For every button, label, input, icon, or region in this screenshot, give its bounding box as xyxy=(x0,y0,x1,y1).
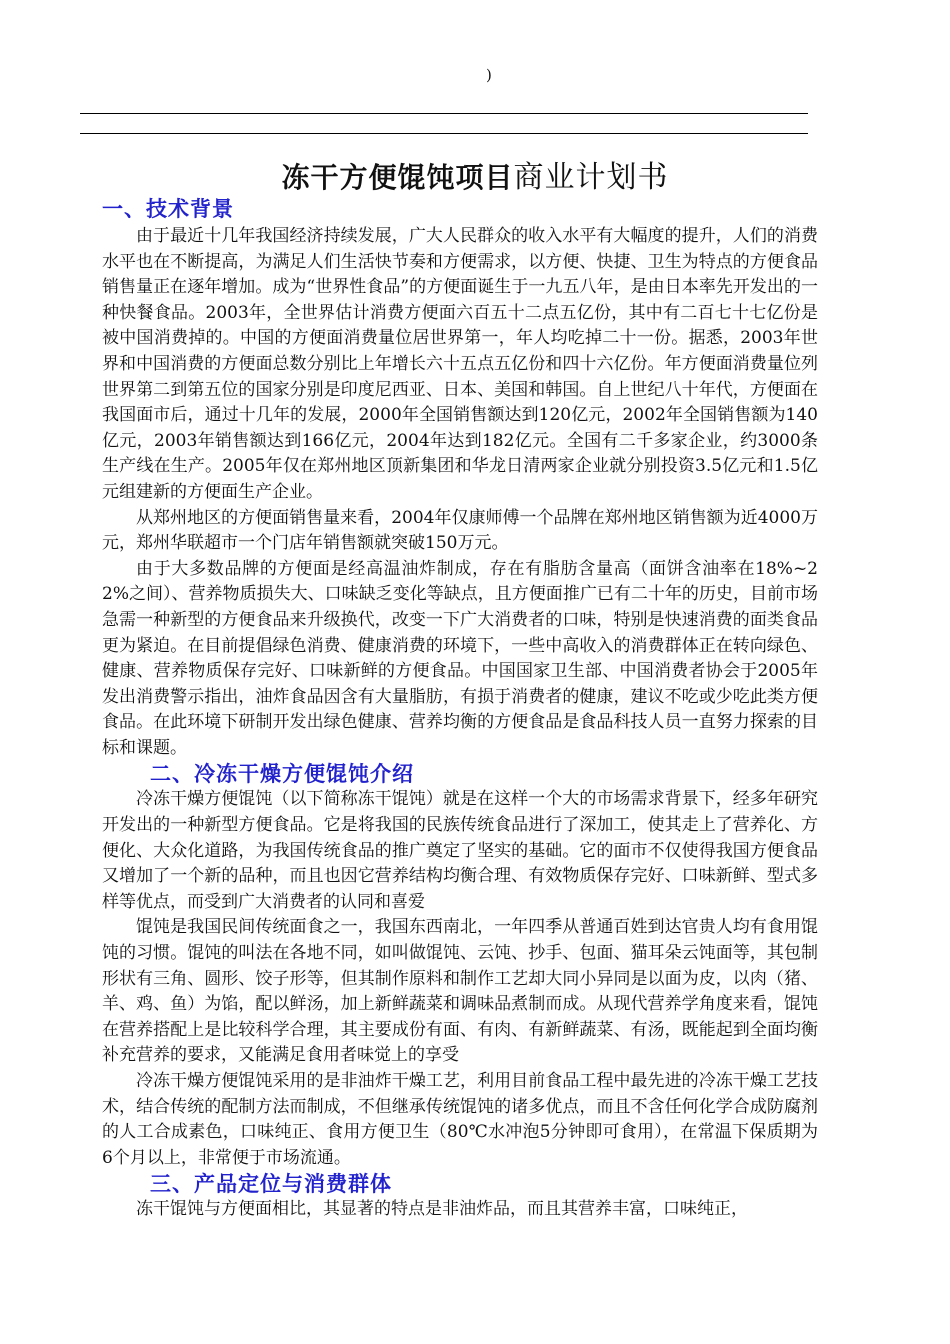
section-3-paragraph-1: 冻干馄饨与方便面相比，其显著的特点是非油炸品，而且其营养丰富，口味纯正， xyxy=(136,1199,748,1220)
section-2-paragraph-1: 冷冻干燥方便馄饨（以下简称冻干馄饨）就是在这样一个大的市场需求背景下，经多年研究开发出的一种新型方便食品。它是将我国的民族传统食品进行了深加工，使其走上了营养化、方便化、大众化道路，为我国传统食品的推广奠定了坚实的基础。它的面市不仅使得我国方便食品又增加了一个新的品种，而且也因它营养结构均衡合理、有效物质保存完好、口味新鲜、型式多样等优点，而受到广大消费者的认同和喜爱 xyxy=(102,789,818,912)
section-1-paragraph-3: 由于大多数品牌的方便面是经高温油炸制成，存在有脂肪含量高（面饼含油率在18%~22%之间）、营养物质损失大、口味缺乏变化等缺点，且方便面推广已有二十年的历史，目前市场急需一种新型的方便食品来升级换代，改变一下广大消费者的口味，特别是快速消费的面类食品更为紧迫。在目前提倡绿色消费、健康消费的环境下，一些中高收入的消费群体正在转向绿色、健康、营养物质保存完好、口味新鲜的方便食品。中国国家卫生部、中国消费者协会于2005年发出消费警示指出，油炸食品因含有大量脂肪，有损于消费者的健康，建议不吃或少吃此类方便食品。在此环境下研制开发出绿色健康、营养均衡的方便食品是食品科技人员一直努力探索的目标和课题。 xyxy=(102,558,818,758)
title-part-1: 冻干方便馄饨项目 xyxy=(281,161,514,194)
header-rule-top xyxy=(80,113,808,114)
section-2-paragraph-3: 冷冻干燥方便馄饨采用的是非油炸干燥工艺，利用目前食品工程中最先进的冷冻干燥工艺技术，结合传统的配制方法而制成，不但继承传统馄饨的诸多优点，而且不含任何化学合成防腐剂的人工合成素色，口味纯正、食用方便卫生（80℃水冲泡5分钟即可食用），在常温下保质期为6个月以上，非常便于市场流通。 xyxy=(102,1071,818,1168)
section-2-heading: 二、冷冻干燥方便馄饨介绍 xyxy=(150,762,414,787)
document-body xyxy=(102,196,818,1223)
section-2-paragraph-2: 馄饨是我国民间传统面食之一，我国东西南北，一年四季从普通百姓到达官贵人均有食用馄饨的习惯。馄饨的叫法在各地不同，如叫做馄饨、云饨、抄手、包面、猫耳朵云饨面等，其包制形状有三角、圆形、饺子形等，但其制作原料和制作工艺却大同小异同是以面为皮，以肉（猪、羊、鸡、鱼）为馅，配以鲜汤，加上新鲜蔬菜和调味品煮制而成。从现代营养学角度来看，馄饨在营养搭配上是比较科学合理，其主要成份有面、有肉、有新鲜蔬菜、有汤，既能起到全面均衡补充营养的要求，又能满足食用者味觉上的享受 xyxy=(102,917,818,1066)
title-part-2: 商业计划书 xyxy=(513,160,669,195)
header-rule-bottom xyxy=(80,133,808,134)
section-3-heading: 三、产品定位与消费群体 xyxy=(150,1172,392,1197)
section-1-paragraph-2: 从郑州地区的方便面销售量来看，2004年仅康师傅一个品牌在郑州地区销售额为近4000万元，郑州华联超市一个门店年销售额就突破150万元。 xyxy=(102,507,818,554)
document-title xyxy=(0,152,950,196)
section-1-paragraph-1: 由于最近十几年我国经济持续发展，广大人民群众的收入水平有大幅度的提升，人们的消费水平也在不断提高，为满足人们生活快节奏和方便需求，以方便、快捷、卫生为特点的方便食品销售量正在逐年增加。成为“世界性食品”的方便面诞生于一九五八年，是由日本率先开发出的一种快餐食品。2003年，全世界估计消费方便面六百五十二点五亿份，其中有二百七十七亿份是被中国消费掉的。中国的方便面消费量位居世界第一，年人均吃掉二十一份。据悉，2003年世界和中国消费的方便面总数分别比上年增长六十五点五亿份和四十六亿份。年方便面消费量位列世界第二到第五位的国家分别是印度尼西亚、日本、美国和韩国。自上世纪八十年代，方便面在我国面市后，通过十几年的发展，2000年全国销售额达到120亿元，2002年全国销售额为140亿元，2003年销售额达到166亿元，2004年达到182亿元。全国有二千多家企业，约3000条生产线在生产。2005年仅在郑州地区顶新集团和华龙日清两家企业就分别投资3.5亿元和1.5亿元组建新的方便面生产企业。 xyxy=(102,226,818,502)
header-mark: ) xyxy=(486,66,492,84)
section-1-heading: 一、技术背景 xyxy=(102,197,234,221)
